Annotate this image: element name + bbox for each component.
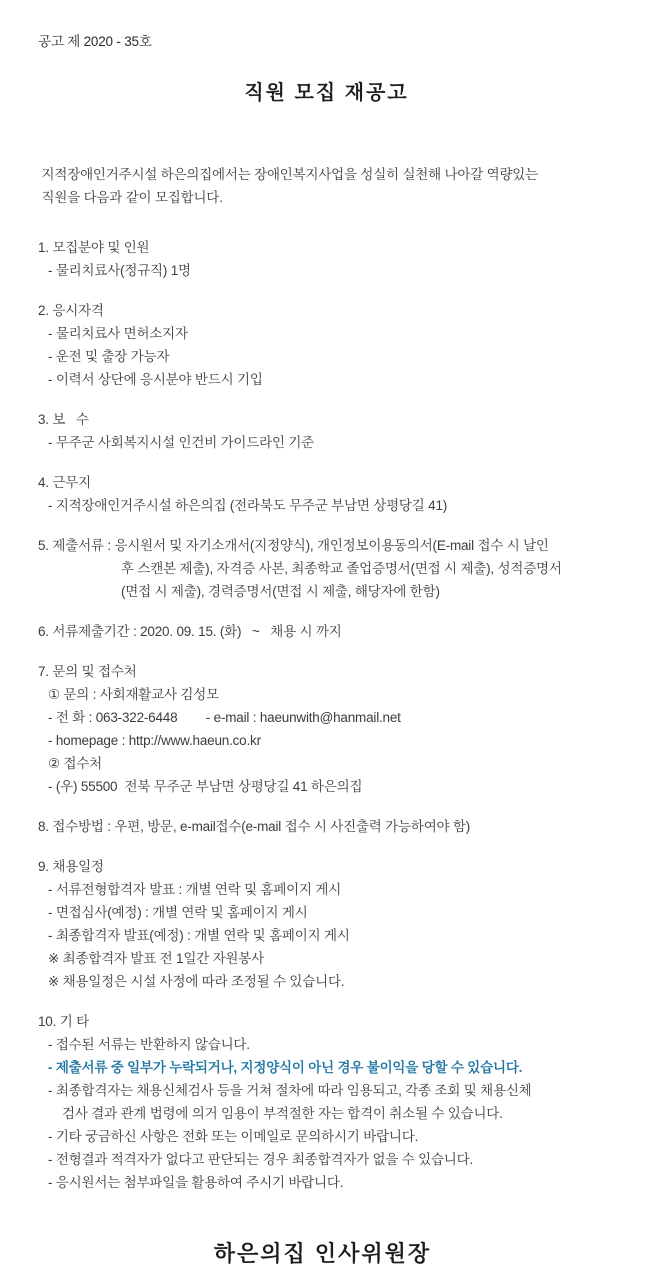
section	[38, 815, 615, 838]
notice-number: 공고 제 2020 - 35호	[38, 34, 152, 49]
doc-line: (면접 시 제출), 경력증명서(면접 시 제출, 해당자에 한함)	[121, 584, 440, 599]
section-heading: 7. 문의 및 접수처	[38, 664, 137, 679]
doc-line: 후 스캔본 제출), 자격증 사본, 최종학교 졸업증명서(면접 시 제출), 성적증명서	[121, 561, 562, 576]
doc-line: - 서류전형합격자 발표 : 개별 연락 및 홈페이지 게시	[48, 882, 342, 897]
section-heading: 10. 기 타	[38, 1014, 89, 1029]
intro-paragraph	[38, 163, 615, 209]
section	[38, 408, 615, 454]
doc-line: - 물리치료사(정규직) 1명	[48, 263, 191, 278]
section	[38, 236, 615, 282]
doc-line: - 기타 궁금하신 사항은 전화 또는 이메일로 문의하시기 바랍니다.	[48, 1129, 419, 1144]
doc-line: - homepage : http://www.haeun.co.kr	[48, 733, 261, 748]
section-heading: 8. 접수방법 : 우편, 방문, e-mail접수(e-mail 접수 시 사진출력 가능하여야 함)	[38, 819, 471, 834]
doc-line: - 제출서류 중 일부가 누락되거나, 지정양식이 아닌 경우 불이익을 당할 수 있습니다.	[48, 1060, 523, 1075]
section	[38, 471, 615, 517]
doc-line: - 이력서 상단에 응시분야 반드시 기입	[48, 372, 263, 387]
section	[38, 855, 615, 993]
page-title: 직원 모집 재공고	[244, 82, 409, 104]
doc-line: - 면접심사(예정) : 개별 연락 및 홈페이지 게시	[48, 905, 308, 920]
doc-line: ② 접수처	[48, 756, 102, 771]
doc-line: - 전 화 : 063-322-6448 - e-mail : haeunwith@hanmail.net	[48, 710, 401, 725]
doc-line: - 접수된 서류는 반환하지 않습니다.	[48, 1037, 250, 1052]
doc-line: - 최종합격자 발표(예정) : 개별 연락 및 홈페이지 게시	[48, 928, 350, 943]
doc-line: - 운전 및 출장 가능자	[48, 349, 170, 364]
doc-line: - 전형결과 적격자가 없다고 판단되는 경우 최종합격자가 없을 수 있습니다.	[48, 1152, 474, 1167]
doc-line: - 물리치료사 면허소지자	[48, 326, 188, 341]
section	[38, 534, 615, 603]
footer-signature: 하은의집 인사위원장	[213, 1241, 432, 1266]
intro-line: 지적장애인거주시설 하은의집에서는 장애인복지사업을 성실히 실천해 나아갈 역량있는	[38, 167, 538, 182]
section-heading: 9. 채용일정	[38, 859, 104, 874]
section-heading: 4. 근무지	[38, 475, 91, 490]
section	[38, 299, 615, 391]
section-heading: 3. 보 수	[38, 412, 89, 427]
doc-line: ① 문의 : 사회재활교사 김성모	[48, 687, 219, 702]
section	[38, 1010, 615, 1194]
doc-line: 검사 결과 관계 법령에 의거 임용이 부적절한 자는 합격이 취소될 수 있습니다.	[62, 1106, 503, 1121]
section	[38, 660, 615, 798]
section-heading: 1. 모집분야 및 인원	[38, 240, 150, 255]
doc-line: - 무주군 사회복지시설 인건비 가이드라인 기준	[48, 435, 315, 450]
section-heading: 6. 서류제출기간 : 2020. 09. 15. (화) ~ 채용 시 까지	[38, 624, 342, 639]
doc-line: - 응시원서는 첨부파일을 활용하여 주시기 바랍니다.	[48, 1175, 344, 1190]
doc-line: ※ 최종합격자 발표 전 1일간 자원봉사	[48, 951, 264, 966]
doc-line: - (우) 55500 전북 무주군 부남면 상평당길 41 하은의집	[48, 779, 363, 794]
doc-line: - 최종합격자는 채용신체검사 등을 거쳐 절차에 따라 임용되고, 각종 조회 및 채용신체	[48, 1083, 532, 1098]
doc-line: ※ 채용일정은 시설 사정에 따라 조정될 수 있습니다.	[48, 974, 345, 989]
intro-line: 직원을 다음과 같이 모집합니다.	[38, 190, 223, 205]
section-heading: 5. 제출서류 : 응시원서 및 자기소개서(지정양식), 개인정보이용동의서(E-mail 접수 시 날인	[38, 538, 549, 553]
sections	[38, 236, 615, 1194]
section	[38, 620, 615, 643]
doc-line: - 지적장애인거주시설 하은의집 (전라북도 무주군 부남면 상평당길 41)	[48, 498, 448, 513]
section-heading: 2. 응시자격	[38, 303, 104, 318]
